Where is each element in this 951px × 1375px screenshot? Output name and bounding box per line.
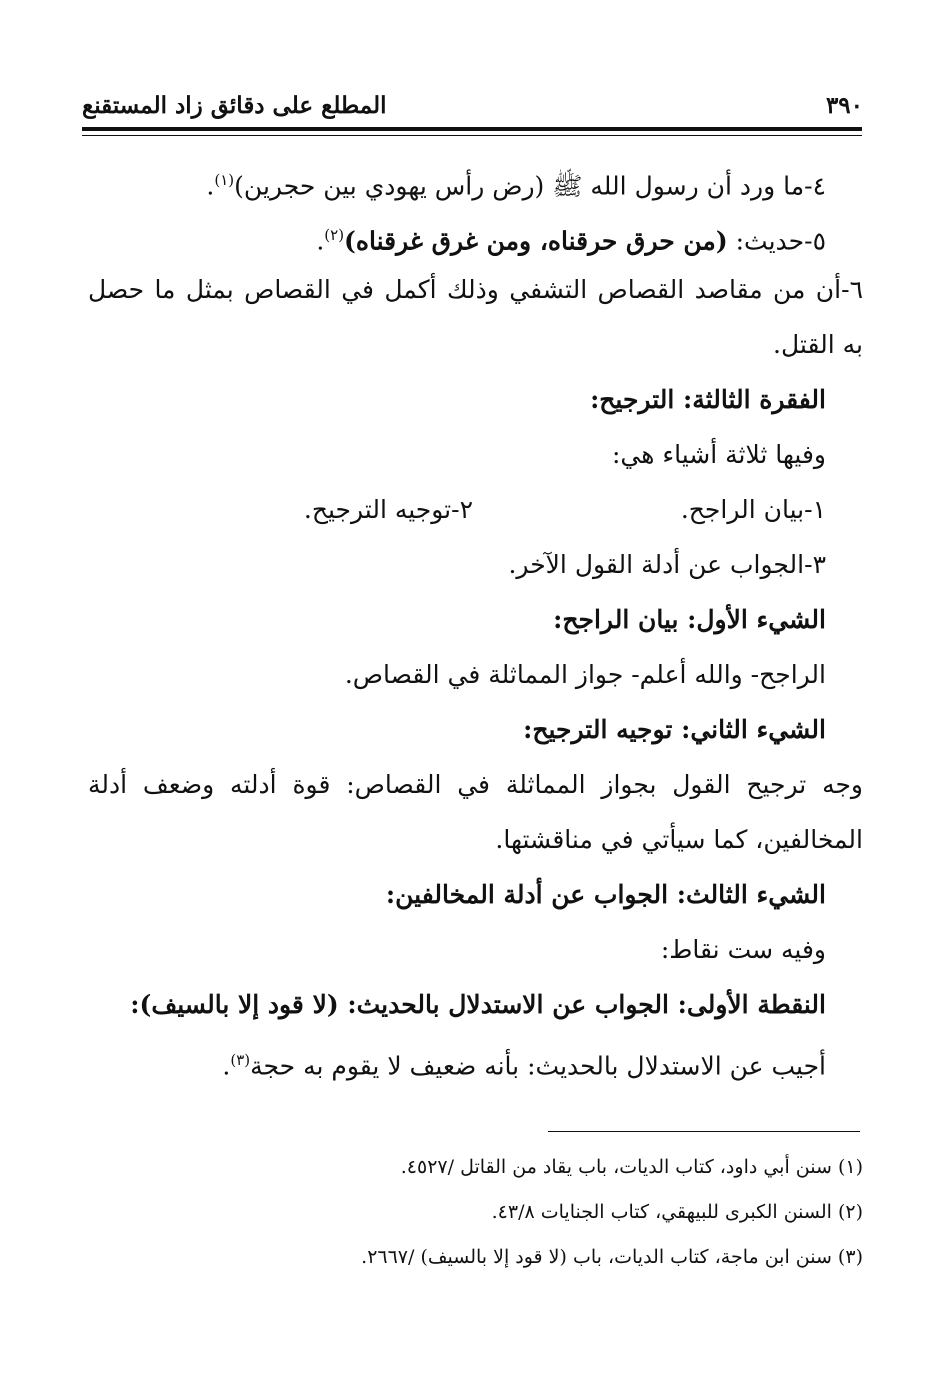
- line-answer-text: بأنه ضعيف لا يقوم به حجة: [250, 1051, 520, 1081]
- hadith-text: (من حرق حرقناه، ومن غرق غرقناه): [344, 226, 728, 256]
- footnote-ref-2: (٢): [324, 226, 345, 244]
- line-six-points: وفيه ست نقاط:: [660, 935, 826, 964]
- footnote-ref-1: (١): [214, 171, 235, 189]
- running-header-title: المطلع على دقائق زاد المستقنع: [82, 92, 387, 119]
- line-answer-lead: أجيب عن الاستدلال بالحديث:: [527, 1051, 826, 1081]
- header-rule-thick: [82, 127, 862, 131]
- item-1: ١-بيان الراجح.: [680, 495, 826, 524]
- footnote-2: (٢) السنن الكبرى للبيهقي، كتاب الجنايات ٤٣/٨.: [491, 1201, 863, 1223]
- line-6: ٦-أن من مقاصد القصاص التشفي وذلك أكمل في القصاص بمثل ما حصل: [88, 275, 863, 304]
- heading-first-point: النقطة الأولى: الجواب عن الاستدلال بالحديث: (لا قود إلا بالسيف):: [130, 990, 826, 1019]
- heading-second-thing: الشيء الثاني: توجيه الترجيح:: [523, 715, 826, 744]
- line-preferred: الراجح- والله أعلم- جواز المماثلة في القصاص.: [344, 660, 826, 689]
- line-4-text: ٤-ما ورد أن رسول الله ﷺ (رض رأس يهودي بين حجرين): [234, 171, 826, 201]
- line-answer: أجيب عن الاستدلال بالحديث: بأنه ضعيف لا يقوم به حجة$^{(٣)}$.: [222, 1051, 826, 1081]
- item-2: ٢-توجيه الترجيح.: [303, 495, 473, 524]
- heading-third-paragraph: الفقرة الثالثة: الترجيح:: [590, 385, 826, 414]
- line-three-things: وفيها ثلاثة أشياء هي:: [611, 440, 826, 469]
- line-6-cont: به القتل.: [773, 330, 863, 359]
- header-rule-thin: [82, 135, 862, 136]
- heading-third-thing: الشيء الثالث: الجواب عن أدلة المخالفين:: [385, 880, 826, 909]
- line-justification-cont: المخالفين، كما سيأتي في مناقشتها.: [495, 825, 863, 854]
- line-justification: وجه ترجيح القول بجواز المماثلة في القصاص: قوة أدلته وضعف أدلة: [88, 770, 863, 799]
- footnote-1: (١) سنن أبي داود، كتاب الديات، باب يقاد من القاتل /٤٥٢٧.: [400, 1156, 863, 1178]
- item-3: ٣-الجواب عن أدلة القول الآخر.: [508, 550, 826, 579]
- line-5-label: ٥-حديث:: [735, 226, 826, 256]
- footnote-separator: [548, 1131, 860, 1132]
- line-4: ٤-ما ورد أن رسول الله ﷺ (رض رأس يهودي بين حجرين)$^{(١)}$.: [206, 171, 826, 201]
- footnote-ref-3: (٣): [230, 1051, 251, 1069]
- line-5: ٥-حديث: (من حرق حرقناه، ومن غرق غرقناه)$^{(٢)}$.: [316, 226, 826, 256]
- footnote-3: (٣) سنن ابن ماجة، كتاب الديات، باب (لا قود إلا بالسيف) /٢٦٦٧.: [361, 1246, 863, 1268]
- page-number: ٣٩٠: [825, 92, 863, 119]
- heading-first-thing: الشيء الأول: بيان الراجح:: [553, 605, 826, 634]
